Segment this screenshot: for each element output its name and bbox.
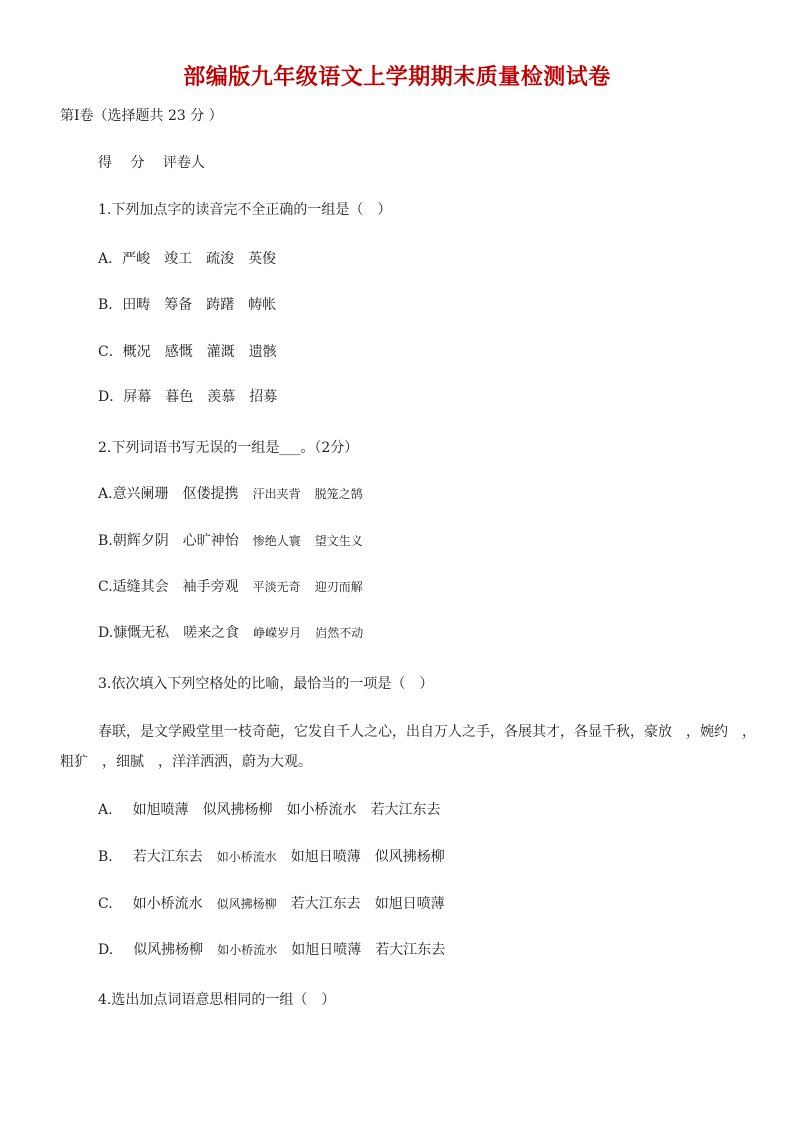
option-word: 暮色 (165, 389, 194, 405)
option-word: 似风拂杨柳 (374, 849, 445, 865)
option-label: D. (98, 625, 114, 641)
score-label-de: 得 (98, 155, 112, 171)
question-2-option-d (98, 623, 363, 643)
question-2-option-c (98, 577, 363, 597)
option-word: 袖手旁观 (182, 579, 239, 595)
option-word: 如小桥流水 (216, 850, 277, 864)
option-word: 汗出夹背 (252, 487, 301, 501)
score-label-fen: 分 (130, 155, 145, 171)
question-1-option-a (98, 249, 276, 269)
option-word: 惨绝人寰 (252, 534, 301, 548)
option-label: B． (98, 297, 123, 313)
question-1-option-c (98, 342, 277, 362)
option-label: C． (98, 344, 123, 360)
option-word: 如旭日喷薄 (291, 942, 362, 958)
option-word: 竣工 (164, 251, 193, 267)
option-word: 峥嵘岁月 (253, 626, 302, 640)
option-word: 如旭喷薄 (132, 802, 189, 818)
question-1-stem: 1.下列加点字的读音完不全正确的一组是（ ） (98, 202, 392, 218)
option-word: 朝辉夕阴 (112, 533, 169, 549)
option-word: 田畴 (122, 297, 151, 313)
document-title: 部编版九年级语文上学期期末质量检测试卷 (183, 65, 611, 90)
question-3-option-d (98, 940, 445, 960)
question-3-passage-line-2: 粗犷 ，细腻 ，洋洋洒洒，蔚为大观。 (60, 754, 312, 770)
option-word: 脱笼之鹄 (314, 487, 363, 501)
option-word: 英俊 (248, 251, 277, 267)
question-2-stem: 2.下列词语书写无误的一组是___。（2分） (98, 440, 359, 456)
section-header: 第Ⅰ卷（选择题共 23 分 ） (60, 108, 223, 124)
option-label: A. (98, 802, 113, 818)
option-word: 招募 (249, 389, 278, 405)
question-3-stem: 3.依次填入下列空格处的比喻，最恰当的一项是（ ） (98, 676, 434, 692)
option-word: 帱帐 (248, 297, 277, 313)
question-3-option-a (98, 800, 441, 820)
option-word: 筹备 (164, 297, 193, 313)
option-word: 感慨 (164, 344, 193, 360)
option-label: D． (98, 389, 124, 405)
option-word: 严峻 (122, 251, 151, 267)
option-word: 概况 (122, 344, 151, 360)
option-word: 似风拂杨柳 (133, 942, 204, 958)
option-word: 如小桥流水 (217, 943, 278, 957)
option-word: 似风拂杨柳 (202, 802, 273, 818)
option-word: 如小桥流水 (132, 896, 203, 912)
question-3-option-b (98, 847, 445, 867)
option-label: A． (98, 251, 123, 267)
option-label: B. (98, 533, 113, 549)
question-1-option-d (98, 387, 277, 407)
question-2-option-b (98, 531, 363, 551)
option-word: 心旷神怡 (182, 533, 239, 549)
option-word: 岿然不动 (315, 626, 364, 640)
option-label: D. (98, 942, 114, 958)
option-word: 羡慕 (207, 389, 236, 405)
question-2-option-a (98, 484, 363, 504)
option-word: 意兴阑珊 (112, 486, 169, 502)
option-word: 若大江东去 (370, 802, 441, 818)
option-word: 踌躇 (206, 297, 235, 313)
question-1-option-b (98, 295, 276, 315)
question-4-stem: 4.选出加点词语意思相同的一组（ ） (98, 992, 336, 1008)
option-word: 适缝其会 (112, 579, 169, 595)
option-word: 如小桥流水 (286, 802, 357, 818)
option-label: C. (98, 896, 113, 912)
option-label: A. (98, 486, 113, 502)
option-label: C. (98, 579, 113, 595)
option-word: 伛偻提携 (182, 486, 239, 502)
score-label-grader: 评卷人 (162, 155, 205, 171)
option-word: 平淡无奇 (252, 580, 301, 594)
option-word: 如旭日喷薄 (290, 849, 361, 865)
option-word: 迎刃而解 (314, 580, 363, 594)
option-word: 若大江东去 (375, 942, 446, 958)
option-label: B. (98, 849, 113, 865)
question-3-passage-line-1: 春联，是文学殿堂里一枝奇葩，它发自千人之心，出自万人之手，各展其才，各显千秋，豪放 ，婉约 ， (98, 724, 756, 740)
option-word: 如旭日喷薄 (374, 896, 445, 912)
option-word: 嗟来之食 (183, 625, 240, 641)
option-word: 屏幕 (123, 389, 152, 405)
option-word: 疏浚 (206, 251, 235, 267)
option-word: 遗骸 (248, 344, 277, 360)
question-3-option-c (98, 894, 445, 914)
score-box (98, 153, 205, 173)
option-word: 若大江东去 (132, 849, 203, 865)
option-word: 似风拂杨柳 (216, 897, 277, 911)
option-word: 若大江东去 (290, 896, 361, 912)
option-word: 望文生义 (314, 534, 363, 548)
option-word: 灌溉 (206, 344, 235, 360)
option-word: 慷慨无私 (113, 625, 170, 641)
